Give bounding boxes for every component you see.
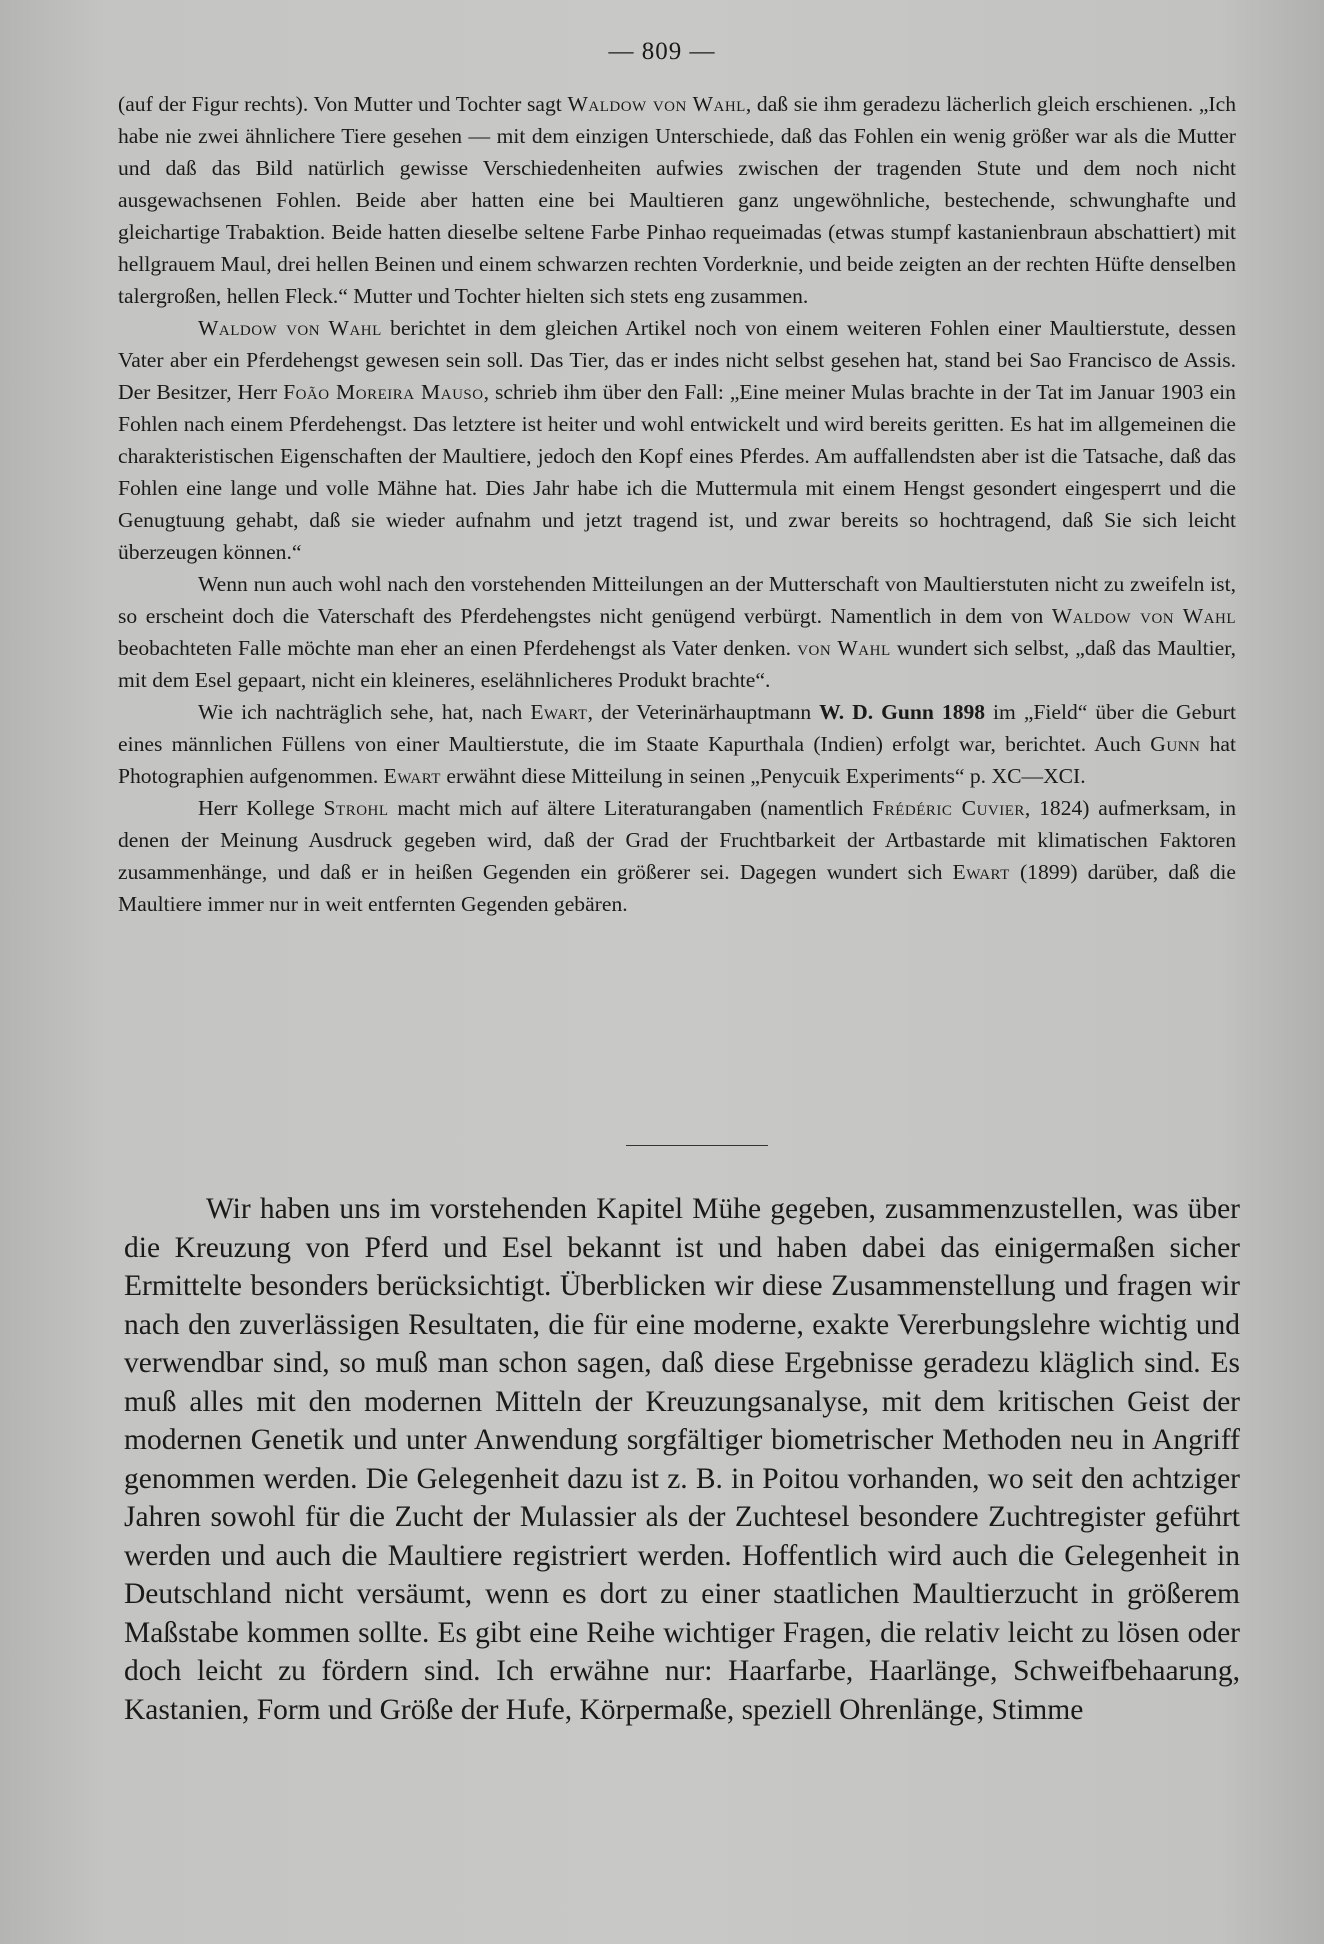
text-run: Herr Kollege [198,796,324,820]
paragraph-4 [118,696,1236,792]
text-run: macht mich auf ältere Literaturangaben (namentlich [388,796,873,820]
paragraph-3 [118,568,1236,696]
author-name: Gunn [1150,732,1201,756]
text-run: (1899) darüber, daß die Maultiere immer nur in weit entfernten Gegenden gebären. [118,860,1236,916]
author-name: Waldow von Wahl [567,92,746,116]
text-run: im „Field“ über die Geburt eines männlichen Füllens von einer Maultierstute, die im Staate Kapurthala (Indien) erfolgt war, berichtet. Auch [118,700,1236,756]
section-divider [626,1145,768,1146]
text-run: wundert sich selbst, „daß das Maultier, mit dem Esel gepaart, nicht ein kleineres, eselähnlicheres Produkt brachte“. [118,636,1236,692]
closing-paragraph: Wir haben uns im vorstehenden Kapitel Mühe gegeben, zusammenzustellen, was über die Kreuzung von Pferd und Esel bekannt ist und haben dabei das einigermaßen sicher Ermittelte besonders berücksichtigt. Überblicken wir diese Zusammenstellung und fragen wir nach den zuverlässigen Resultaten, die für eine moderne, exakte Vererbungslehre wichtig und verwendbar sind, so muß man schon sagen, daß diese Ergebnisse geradezu kläglich sind. Es muß alles mit den modernen Mitteln der Kreuzungsanalyse, mit dem kritischen Geist der modernen Genetik und unter Anwendung sorgfältiger biometrischer Methoden neu in Angriff genommen werden. Die Gelegenheit dazu ist z. B. in Poitou vorhanden, wo seit den achtziger Jahren sowohl für die Zucht der Mulassier als der Zuchtesel besondere Zuchtregister geführt werden und auch die Maultiere registriert werden. Hoffentlich wird auch die Gelegenheit in Deutschland nicht versäumt, wenn es dort zu einer staatlichen Maultierzucht in größerem Maßstabe kommen sollte. Es gibt eine Reihe wichtiger Fragen, die relativ leicht zu lösen oder doch leicht zu fördern sind. Ich erwähne nur: Haarfarbe, Haarlänge, Schweifbehaarung, Kastanien, Form und Größe der Hufe, Körpermaße, speziell Ohrenlänge, Stimme [124,1193,1240,1726]
large-print-section [124,1190,1240,1729]
text-run: Wenn nun auch wohl nach den vorstehenden Mitteilungen an der Mutterschaft von Maultierstuten nicht zu zweifeln ist, so erscheint doch die Vaterschaft des Pferdehengstes nicht genügend verbürgt. Namentlich in dem von [118,572,1236,628]
text-run: , schrieb ihm über den Fall: „Eine meiner Mulas brachte in der Tat im Januar 1903 ein Fohlen nach einem Pferdehengst. Das letztere ist heiter und wohl entwickelt und wird bereits geritten. Es hat im allgemeinen die charakteristischen Eigenschaften der Maultiere, jedoch den Kopf eines Pferdes. Am auffallendsten aber ist die Tatsache, daß das Fohlen eine lange und volle Mähne hat. Dies Jahr habe ich die Muttermula mit einem Hengst gesondert eingesperrt und die Genugtuung gehabt, daß sie wieder aufnahm und jetzt tragend ist, und zwar bereits so hochtragend, daß Sie sich leicht überzeugen können.“ [118,380,1236,564]
bold-text: W. D. Gunn 1898 [819,700,986,724]
small-print-section [118,88,1236,920]
text-run: (auf der Figur rechts). Von Mutter und Tochter sagt [118,92,568,116]
author-name: Foão Moreira Mauso [283,380,484,404]
text-run: berichtet in dem gleichen Artikel noch von einem weiteren Fohlen einer Maultierstute, dessen Vater aber ein Pferdehengst gewesen sein soll. Das Tier, das er indes nicht selbst gesehen hat, stand bei Sao Francisco de Assis. Der Besitzer, Herr [118,316,1237,404]
paragraph-1 [118,88,1236,312]
page-number: — 809 — [608,38,716,65]
author-name: Ewart [383,764,441,788]
text-run: Wie ich nachträglich sehe, hat, nach [198,700,531,724]
author-name: Waldow von Wahl [198,316,382,340]
text-run: , daß sie ihm geradezu lächerlich gleich erschienen. „Ich habe nie zwei ähnlichere Tiere gesehen — mit dem einzigen Unterschiede, daß das Fohlen ein wenig größer war als die Mutter und daß das Bild natürlich gewisse Verschiedenheiten aufwies zwischen der tragenden Stute und dem noch nicht ausgewachsenen Fohlen. Beide aber hatten eine bei Maultieren ganz ungewöhnliche, bestechende, schwunghafte und gleichartige Trabaktion. Beide hatten dieselbe seltene Farbe Pinhao requeimadas (etwas stumpf kastanienbraun abschattiert) mit hellgrauem Maul, drei hellen Beinen und einem schwarzen rechten Vorderknie, und beide zeigten an der rechten Hüfte denselben talergroßen, hellen Fleck.“ Mutter und Tochter hielten sich stets eng zusammen. [118,92,1237,308]
text-run: , 1824) aufmerksam, in denen der Meinung Ausdruck gegeben wird, daß der Grad der Fruchtbarkeit der Artbastarde mit klimatischen Faktoren zusammenhänge, und daß er in heißen Gegenden ein größerer sei. Dagegen wundert sich [118,796,1236,884]
text-run: hat Photographien aufgenommen. [118,732,1236,788]
text-run: beobachteten Falle möchte man eher an einen Pferdehengst als Vater denken. [118,636,798,660]
author-name: Ewart [952,860,1010,884]
text-run: , der Veterinärhauptmann [587,700,820,724]
author-name: von Wahl [797,636,891,660]
author-name: Strohl [323,796,389,820]
author-name: Frédéric Cuvier [872,796,1025,820]
text-run: erwähnt diese Mitteilung in seinen „Penycuik Experiments“ p. XC—XCI. [440,764,1086,788]
author-name: Waldow von Wahl [1051,604,1236,628]
paragraph-5 [118,792,1236,920]
paragraph-2 [118,312,1236,568]
author-name: Ewart [530,700,588,724]
